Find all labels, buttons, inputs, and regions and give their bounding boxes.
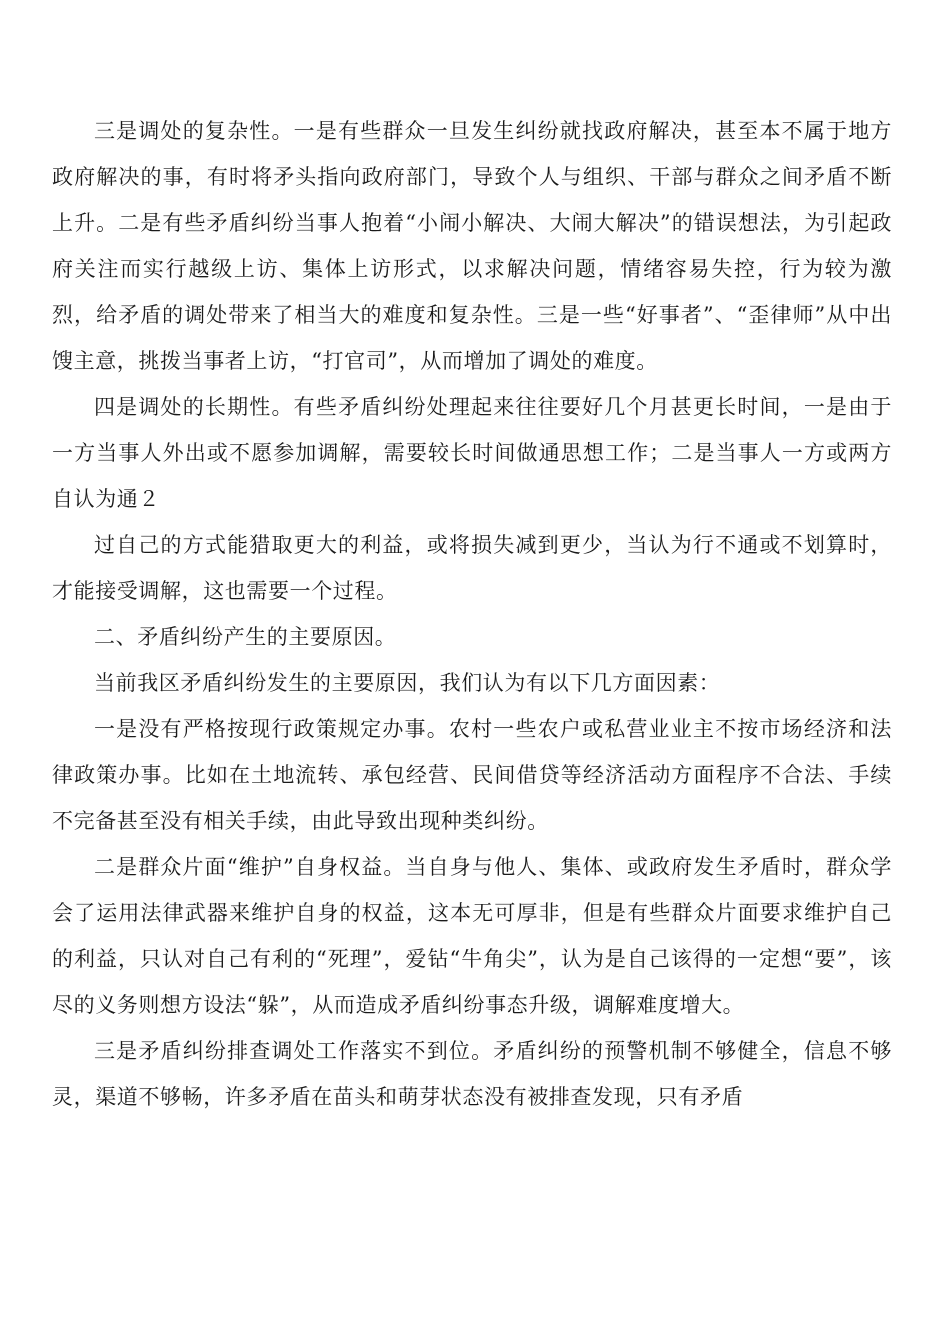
paragraph-long-term: 四是调处的长期性。有些矛盾纠纷处理起来往往要好几个月甚更长时间，一是由于一方当事人外出或不愿参加调解，需要较长时间做通思想工作；二是当事人一方或两方自认为通２ — [52, 395, 892, 511]
paragraph-cause-three: 三是矛盾纠纷排查调处工作落实不到位。矛盾纠纷的预警机制不够健全，信息不够灵，渠道不够畅，许多矛盾在苗头和萌芽状态没有被排查发现，只有矛盾 — [52, 1039, 892, 1109]
paragraph-causes-intro: 当前我区矛盾纠纷发生的主要原因，我们认为有以下几方面因素： — [94, 671, 721, 695]
paragraph-complexity: 三是调处的复杂性。一是有些群众一旦发生纠纷就找政府解决，甚至本不属于地方政府解决的事，有时将矛头指向政府部门，导致个人与组织、干部与群众之间矛盾不断上升。二是有些矛盾纠纷当事人抱着“小闹小解决、大闹大解决”的错误想法，为引起政府关注而实行越级上访、集体上访形式，以求解决问题，情绪容易失控，行为较为激烈，给矛盾的调处带来了相当大的难度和复杂性。三是一些“好事者”、“歪律师”从中出馊主意，挑拨当事者上访，“打官司”，从而增加了调处的难度。 — [52, 119, 892, 373]
paragraph-cause-one: 一是没有严格按现行政策规定办事。农村一些农户或私营业业主不按市场经济和法律政策办事。比如在土地流转、承包经营、民间借贷等经济活动方面程序不合法、手续不完备甚至没有相关手续，由此导致出现种类纠纷。 — [52, 717, 892, 833]
paragraph-cause-two: 二是群众片面“维护”自身权益。当自身与他人、集体、或政府发生矛盾时，群众学会了运用法律武器来维护自身的权益，这本无可厚非，但是有些群众片面要求维护自己的利益，只认对自己有利的“死理”，爱钻“牛角尖”，认为是自己该得的一定想“要”，该尽的义务则想方设法“躲”，从而造成矛盾纠纷事态升级，调解难度增大。 — [52, 855, 892, 1017]
section-heading-causes: 二、矛盾纠纷产生的主要原因。 — [94, 625, 397, 649]
paragraph-long-term-continued: 过自己的方式能猎取更大的利益，或将损失减到更少，当认为行不通或不划算时，才能接受调解，这也需要一个过程。 — [52, 533, 892, 603]
document-body — [52, 108, 892, 1120]
